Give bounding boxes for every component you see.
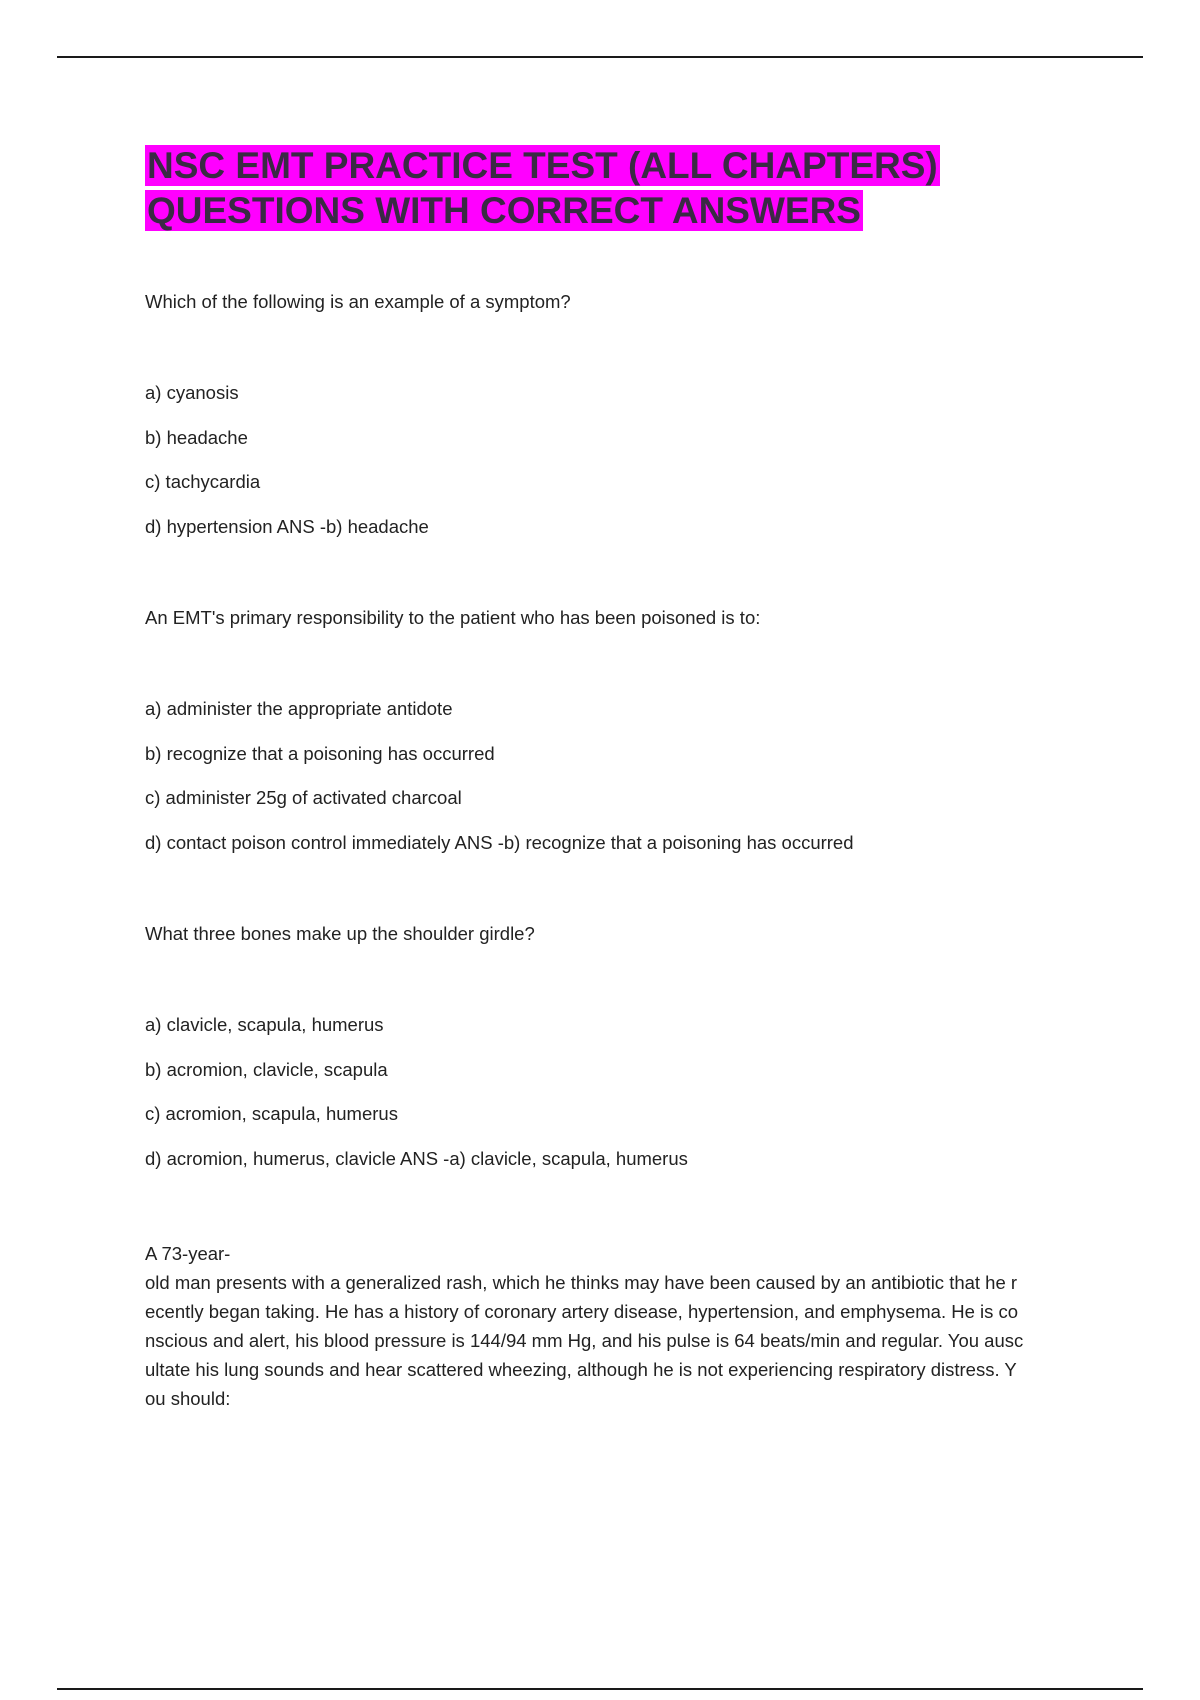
- question-block-1: [145, 291, 1087, 538]
- option-b: b) headache: [145, 427, 248, 448]
- option-c: c) tachycardia: [145, 471, 261, 492]
- question-text-line: nscious and alert, his blood pressure is 144/94 mm Hg, and his pulse is 64 beats/min and regular. You ausc: [145, 1330, 1024, 1351]
- bottom-rule: [57, 1688, 1143, 1690]
- question-text-line: ou should:: [145, 1388, 231, 1409]
- document-title: [145, 143, 1087, 233]
- question-text-line: ecently began taking. He has a history of coronary artery disease, hypertension, and emphysema. He is co: [145, 1301, 1019, 1322]
- question-block-4: [145, 1239, 1087, 1413]
- question-text-line: ultate his lung sounds and hear scattered wheezing, although he is not experiencing respiratory distress. Y: [145, 1359, 1017, 1380]
- option-d-answer: d) hypertension ANS -b) headache: [145, 516, 429, 537]
- option-a: a) administer the appropriate antidote: [145, 698, 453, 719]
- question-block-2: [145, 607, 1087, 854]
- question-text-line: A 73-year-: [145, 1243, 231, 1264]
- question-text: Which of the following is an example of a symptom?: [145, 291, 571, 312]
- option-a: a) clavicle, scapula, humerus: [145, 1014, 384, 1035]
- option-d-answer: d) contact poison control immediately ANS -b) recognize that a poisoning has occurred: [145, 832, 854, 853]
- top-rule: [57, 56, 1143, 58]
- option-a: a) cyanosis: [145, 382, 239, 403]
- option-b: b) acromion, clavicle, scapula: [145, 1059, 388, 1080]
- question-block-3: [145, 923, 1087, 1170]
- title-line-1: NSC EMT PRACTICE TEST (ALL CHAPTERS): [147, 145, 938, 186]
- option-d-answer: d) acromion, humerus, clavicle ANS -a) clavicle, scapula, humerus: [145, 1148, 688, 1169]
- question-text: An EMT's primary responsibility to the patient who has been poisoned is to:: [145, 607, 761, 628]
- document-body: [145, 143, 1087, 1413]
- title-line-2: QUESTIONS WITH CORRECT ANSWERS: [147, 190, 861, 231]
- option-c: c) acromion, scapula, humerus: [145, 1103, 398, 1124]
- question-text: What three bones make up the shoulder girdle?: [145, 923, 535, 944]
- option-b: b) recognize that a poisoning has occurred: [145, 743, 495, 764]
- question-text-line: old man presents with a generalized rash, which he thinks may have been caused by an antibiotic that he r: [145, 1272, 1018, 1293]
- option-c: c) administer 25g of activated charcoal: [145, 787, 462, 808]
